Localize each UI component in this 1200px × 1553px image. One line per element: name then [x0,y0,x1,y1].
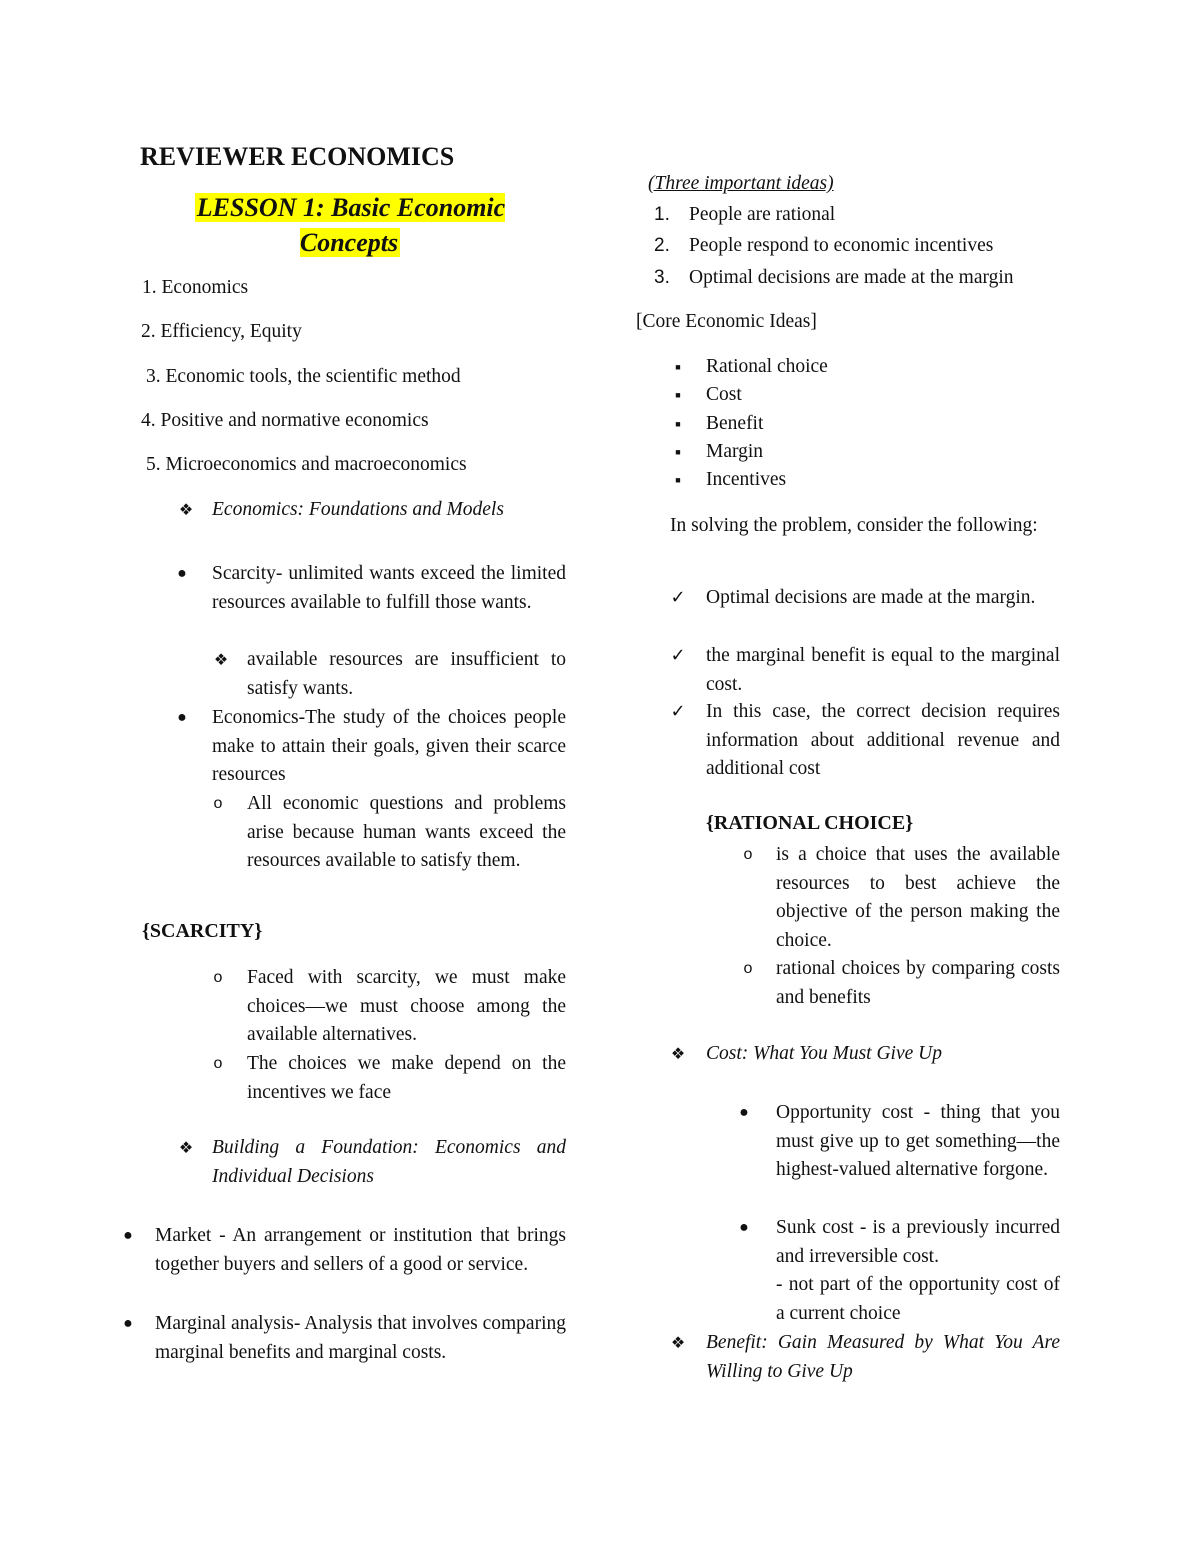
topic-3: 3. Economic tools, the scientific method [146,366,461,387]
economics-sub-point: All economic questions and problems arise because human wants exceed the resources available to satisfy them. [247,793,566,871]
solving-point-2: the marginal benefit is equal to the marginal cost. [706,645,1060,695]
bullet-icon: ● [739,1219,749,1236]
list-number: 1. [654,204,670,225]
rational-point-1: is a choice that uses the available resources to best achieve the objective of the person making the choice. [776,844,1060,951]
circle-bullet-icon: o [213,1055,223,1072]
building-heading: Building a Foundation: Economics and Individual Decisions [212,1137,566,1187]
benefit-heading: Benefit: Gain Measured by What You Are Willing to Give Up [706,1332,1060,1382]
diamond-bullet-icon: ❖ [670,1333,686,1352]
scarcity-point-1: Faced with scarcity, we must make choices—we must choose among the available alternatives. [247,967,566,1045]
document-title: REVIEWER ECONOMICS [140,142,455,171]
checkmark-icon: ✓ [670,645,686,666]
sunk-cost-definition: Sunk cost - is a previously incurred and irreversible cost. [776,1217,1060,1267]
list-number: 2. [654,235,670,256]
core-idea-4: Margin [706,441,764,462]
topic-4: 4. Positive and normative economics [141,410,429,431]
checkmark-icon: ✓ [670,701,686,722]
opportunity-cost-definition: Opportunity cost - thing that you must give up to get something—the highest-valued alternative forgone. [776,1102,1060,1180]
topic-2: 2. Efficiency, Equity [141,321,302,342]
circle-bullet-icon: o [213,795,223,812]
solving-point-3: In this case, the correct decision requires information about additional revenue and additional cost [706,701,1060,779]
economics-definition: Economics-The study of the choices people make to attain their goals, given their scarce resources [212,707,566,785]
bullet-icon: ● [177,565,187,582]
solving-point-1: Optimal decisions are made at the margin. [706,587,1036,608]
diamond-bullet-icon: ❖ [178,500,194,519]
checkmark-icon: ✓ [670,587,686,608]
diamond-bullet-icon: ❖ [213,650,229,669]
scarcity-definition: Scarcity- unlimited wants exceed the limited resources available to fulfill those wants. [212,563,566,613]
bullet-icon: ● [123,1227,133,1244]
circle-bullet-icon: o [743,960,753,977]
core-idea-3: Benefit [706,413,764,434]
scarcity-header: {SCARCITY} [142,920,263,942]
bullet-icon: ● [123,1315,133,1332]
core-ideas-header: [Core Economic Ideas] [636,311,817,332]
core-idea-1: Rational choice [706,356,828,377]
marginal-analysis-definition: Marginal analysis- Analysis that involves comparing marginal benefits and marginal costs. [155,1313,566,1363]
core-idea-2: Cost [706,384,742,405]
rational-point-2: rational choices by comparing costs and benefits [776,958,1060,1008]
core-idea-5: Incentives [706,469,787,490]
rational-choice-header: {RATIONAL CHOICE} [706,812,914,834]
diamond-bullet-icon: ❖ [178,1138,194,1157]
square-bullet-icon: ■ [675,447,681,457]
three-ideas-item-3: Optimal decisions are made at the margin [689,267,1014,288]
diamond-bullet-icon: ❖ [670,1044,686,1063]
circle-bullet-icon: o [213,969,223,986]
list-number: 3. [654,267,670,288]
bullet-icon: ● [177,709,187,726]
square-bullet-icon: ■ [675,362,681,372]
lesson-title [180,190,520,260]
scarcity-point-2: The choices we make depend on the incentives we face [247,1053,566,1103]
square-bullet-icon: ■ [675,475,681,485]
foundations-heading: Economics: Foundations and Models [212,499,504,520]
three-ideas-header: (Three important ideas) [648,173,834,194]
scarcity-sub-point: available resources are insufficient to satisfy wants. [247,649,566,699]
topic-1: 1. Economics [142,277,249,298]
square-bullet-icon: ■ [675,390,681,400]
market-definition: Market - An arrangement or institution that brings together buyers and sellers of a good or service. [155,1225,566,1275]
sunk-cost-note: - not part of the opportunity cost of a current choice [776,1274,1060,1324]
cost-heading: Cost: What You Must Give Up [706,1043,942,1064]
circle-bullet-icon: o [743,846,753,863]
topic-5: 5. Microeconomics and macroeconomics [146,454,467,475]
three-ideas-item-2: People respond to economic incentives [689,235,994,256]
square-bullet-icon: ■ [675,419,681,429]
bullet-icon: ● [739,1104,749,1121]
three-ideas-item-1: People are rational [689,204,836,225]
lesson-title-text: LESSON 1: Basic Economic Concepts [196,193,506,257]
solving-intro: In solving the problem, consider the following: [670,515,1038,536]
